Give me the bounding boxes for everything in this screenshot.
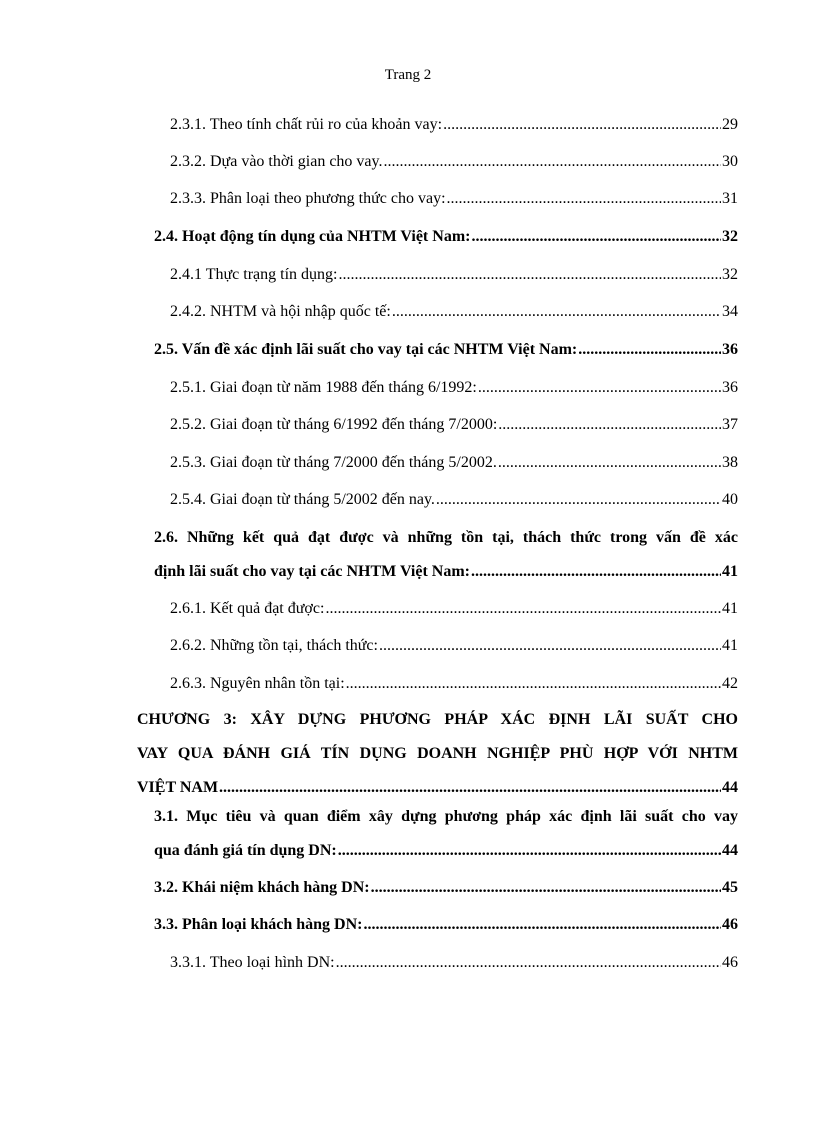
toc-entry-2-4[interactable] [154, 220, 738, 254]
toc-page-number: 46 [722, 916, 738, 933]
dot-leader [498, 408, 721, 442]
toc-entry-2-6[interactable] [154, 521, 738, 589]
toc-entry-title: 2.4.1 Thực trạng tín dụng: [170, 266, 338, 283]
toc-entry-title: 2.5.3. Giai đoạn từ tháng 7/2000 đến tháng 5/2002. [170, 454, 497, 471]
toc-entry-title: 3.3.1. Theo loại hình DN: [170, 954, 335, 971]
toc-entry-title: qua đánh giá tín dụng DN: [154, 842, 337, 859]
toc-page-number: 44 [722, 779, 738, 796]
toc-entry-title: 2.3.3. Phân loại theo phương thức cho vay: [170, 190, 446, 207]
dot-leader [447, 182, 721, 216]
dot-leader [336, 946, 721, 980]
toc-page-number: 45 [722, 879, 738, 896]
toc-entry-title-line: VAY QUA ĐÁNH GIÁ TÍN DỤNG DOANH NGHIỆP PHÙ HỢP VỚI NHTM [137, 745, 738, 762]
toc-entry-title: 2.5.4. Giai đoạn từ tháng 5/2002 đến nay. [170, 491, 435, 508]
toc-entry-title: 2.6.3. Nguyên nhân tồn tại: [170, 675, 345, 692]
toc-entry-title: 2.4. Hoạt động tín dụng của NHTM Việt Nam: [154, 228, 471, 245]
dot-leader [478, 371, 721, 405]
toc-page-number: 31 [722, 190, 738, 207]
dot-leader [471, 220, 721, 254]
dot-leader [379, 629, 721, 663]
toc-entry-title: 2.5.1. Giai đoạn từ năm 1988 đến tháng 6/1992: [170, 379, 477, 396]
toc-entry-2-6-2[interactable] [170, 629, 738, 663]
toc-entry-2-5-2[interactable] [170, 408, 738, 442]
toc-entry-title: 2.6.2. Những tồn tại, thách thức: [170, 637, 378, 654]
dot-leader [392, 295, 721, 329]
toc-entry-chapter-3[interactable] [137, 703, 738, 805]
toc-page-number: 41 [722, 563, 738, 580]
toc-entry-title: VIỆT NAM [137, 779, 219, 796]
toc-page-number: 38 [722, 454, 738, 471]
toc-entry-2-4-1[interactable] [170, 258, 738, 292]
toc-entry-3-1[interactable] [154, 800, 738, 868]
toc-page-number: 32 [722, 228, 738, 245]
toc-page-number: 36 [722, 379, 738, 396]
toc-entry-title: 2.3.1. Theo tính chất rủi ro của khoản vay: [170, 116, 443, 133]
dot-leader [325, 592, 721, 626]
toc-entry-title: 2.5.2. Giai đoạn từ tháng 6/1992 đến tháng 7/2000: [170, 416, 498, 433]
dot-leader [498, 446, 721, 480]
toc-entry-2-3-3[interactable] [170, 182, 738, 216]
toc-page-number: 30 [722, 153, 738, 170]
toc-entry-title: 2.5. Vấn đề xác định lãi suất cho vay tại các NHTM Việt Nam: [154, 341, 578, 358]
toc-entry-title: 2.4.2. NHTM và hội nhập quốc tế: [170, 303, 391, 320]
toc-entry-3-3[interactable] [154, 908, 738, 942]
toc-entry-title-line: 3.1. Mục tiêu và quan điểm xây dựng phương pháp xác định lãi suất cho vay [154, 808, 738, 825]
toc-entry-2-6-3[interactable] [170, 667, 738, 701]
toc-page-number: 44 [722, 842, 738, 859]
toc-entry-2-5-1[interactable] [170, 371, 738, 405]
toc-entry-title: 2.6.1. Kết quả đạt được: [170, 600, 325, 617]
dot-leader [436, 483, 721, 517]
toc-entry-title: định lãi suất cho vay tại các NHTM Việt Nam: [154, 563, 470, 580]
toc-entry-2-4-2[interactable] [170, 295, 738, 329]
toc-page-number: 41 [722, 637, 738, 654]
toc-entry-title: 2.3.2. Dựa vào thời gian cho vay. [170, 153, 383, 170]
dot-leader [578, 333, 721, 367]
toc-entry-2-6-1[interactable] [170, 592, 738, 626]
toc-page-number: 46 [722, 954, 738, 971]
toc-entry-title-line: CHƯƠNG 3: XÂY DỰNG PHƯƠNG PHÁP XÁC ĐỊNH LÃI SUẤT CHO [137, 711, 738, 728]
toc-page-number: 34 [722, 303, 738, 320]
toc-page-number: 32 [722, 266, 738, 283]
dot-leader [443, 108, 721, 142]
toc-page-number: 37 [722, 416, 738, 433]
toc-page-number: 36 [722, 341, 738, 358]
dot-leader [371, 871, 721, 905]
dot-leader [338, 834, 721, 868]
dot-leader [384, 145, 722, 179]
toc-entry-title: 3.2. Khái niệm khách hàng DN: [154, 879, 370, 896]
dot-leader [346, 667, 721, 701]
toc-entry-2-3-1[interactable] [170, 108, 738, 142]
toc-entry-3-3-1[interactable] [170, 946, 738, 980]
dot-leader [471, 555, 721, 589]
page-header: Trang 2 [384, 67, 432, 83]
toc-page-number: 41 [722, 600, 738, 617]
toc-entry-2-5-3[interactable] [170, 446, 738, 480]
dot-leader [338, 258, 721, 292]
dot-leader [364, 908, 722, 942]
toc-entry-2-3-2[interactable] [170, 145, 738, 179]
toc-entry-2-5[interactable] [154, 333, 738, 367]
toc-page-number: 42 [722, 675, 738, 692]
toc-entry-title-line: 2.6. Những kết quả đạt được và những tồn tại, thách thức trong vấn đề xác [154, 529, 738, 546]
toc-page-number: 29 [722, 116, 738, 133]
toc-entry-3-2[interactable] [154, 871, 738, 905]
toc-page-number: 40 [722, 491, 738, 508]
toc-entry-title: 3.3. Phân loại khách hàng DN: [154, 916, 363, 933]
toc-entry-2-5-4[interactable] [170, 483, 738, 517]
